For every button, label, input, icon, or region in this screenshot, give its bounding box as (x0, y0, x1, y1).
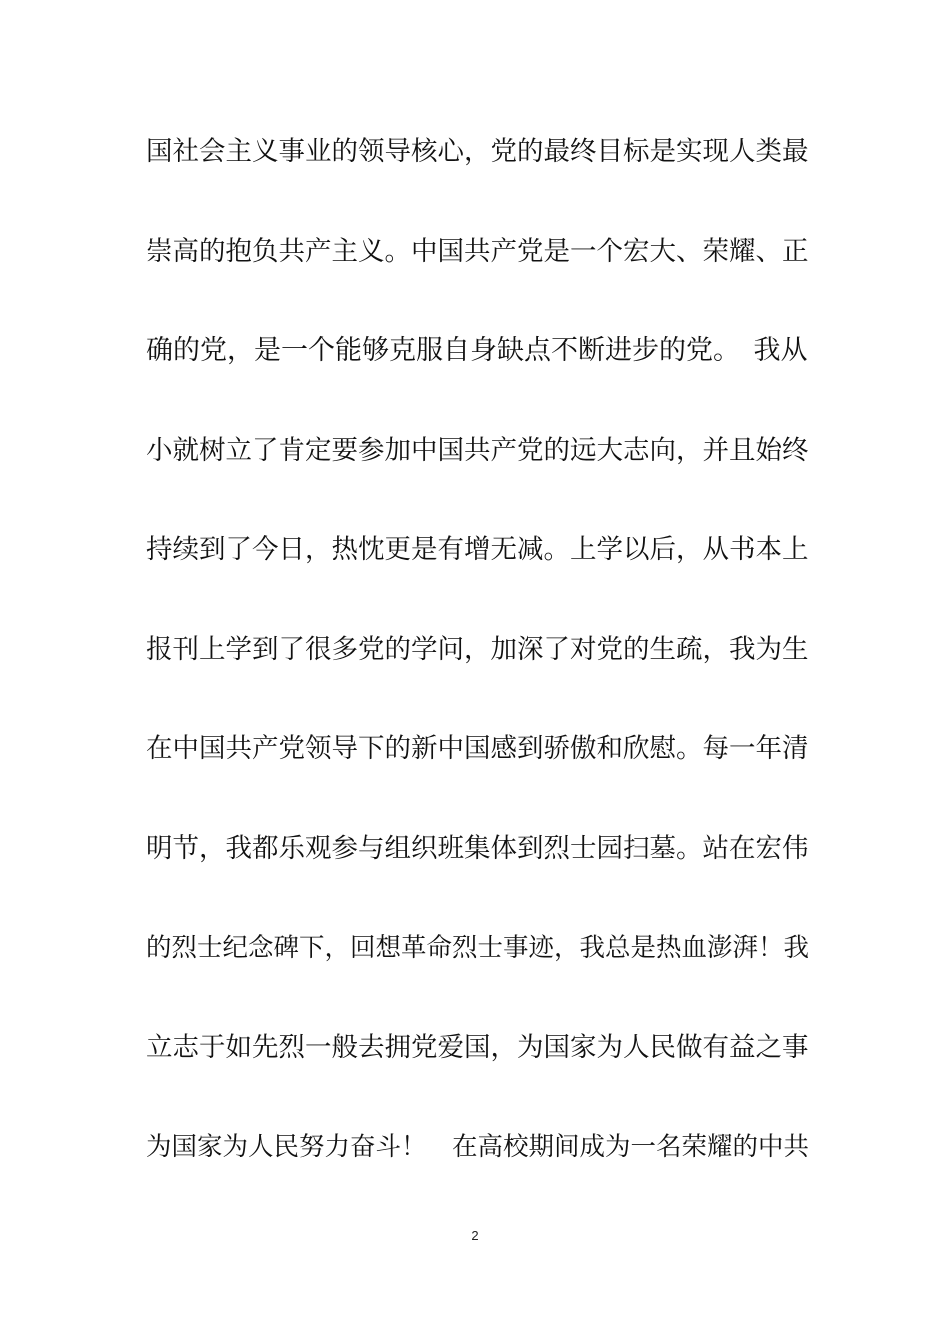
text-line: 确的党，是一个能够克服自身缺点不断进步的党。 我从 (146, 335, 808, 366)
text-line: 崇高的抱负共产主义。中国共产党是一个宏大、荣耀、正 (146, 235, 809, 267)
text-line: 持续到了今日，热忱更是有增无减。上学以后，从书本上 (146, 534, 809, 565)
page-number: 2 (471, 1228, 479, 1243)
document-body (146, 128, 812, 1223)
text-line: 小就树立了肯定要参加中国共产党的远大志向，并且始终 (146, 434, 809, 466)
text-line: 的烈士纪念碑下，回想革命烈士事迹，我总是热血澎湃！我 (146, 933, 810, 963)
text-line: 为国家为人民努力奋斗！ 在高校期间成为一名荣耀的中共 (146, 1132, 810, 1162)
text-line: 明节，我都乐观参与组织班集体到烈士园扫墓。站在宏伟 (146, 832, 809, 864)
text-line: 报刊上学到了很多党的学问，加深了对党的生疏，我为生 (146, 633, 809, 665)
text-line: 在中国共产党领导下的新中国感到骄傲和欣慰。每一年清 (146, 733, 809, 764)
text-line: 国社会主义事业的领导核心，党的最终目标是实现人类最 (146, 136, 809, 167)
text-line: 立志于如先烈一般去拥党爱国，为国家为人民做有益之事 (146, 1031, 809, 1063)
